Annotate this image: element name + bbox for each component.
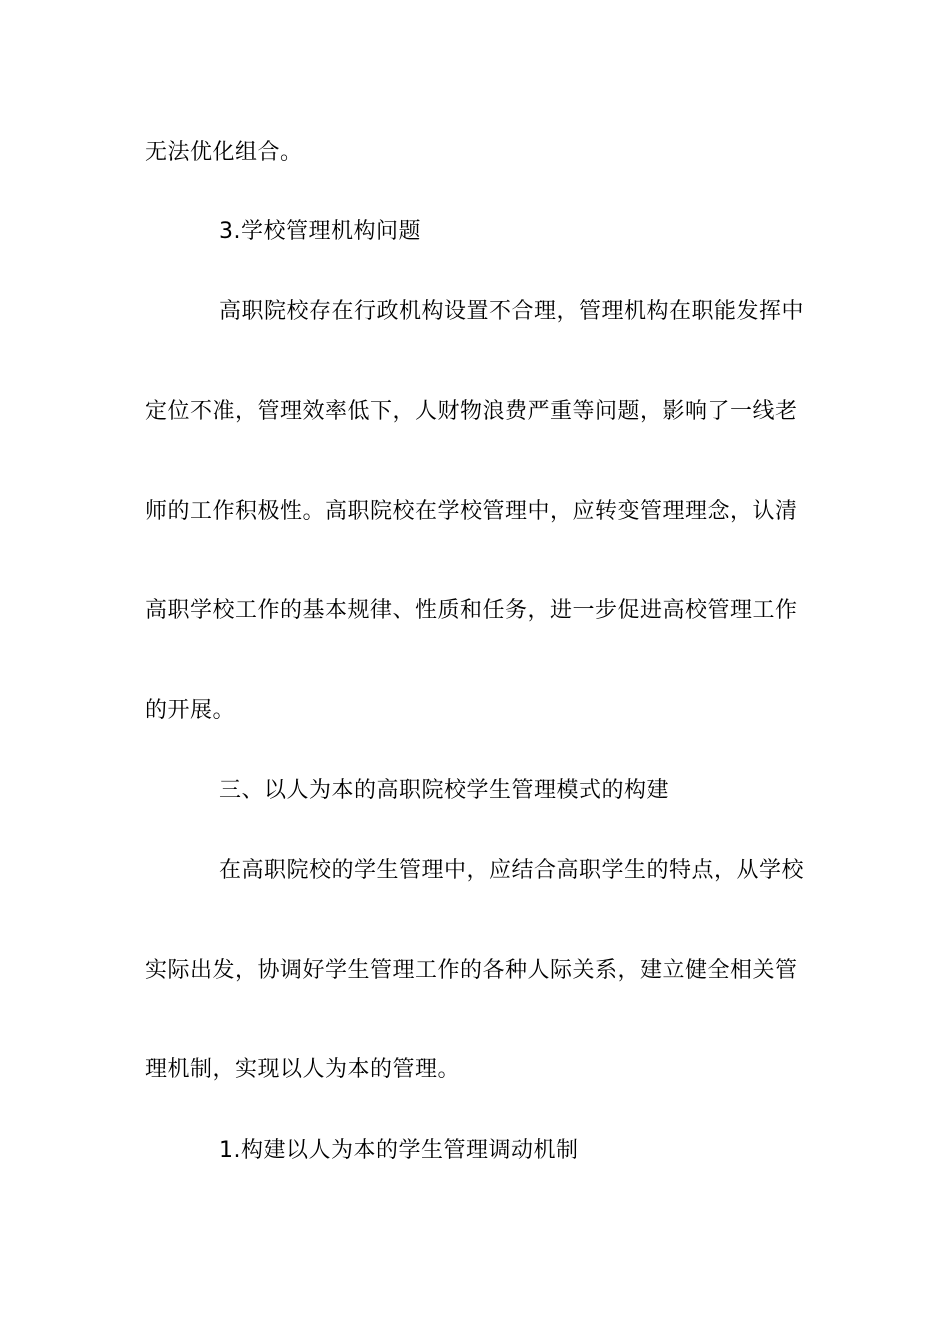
- subheading-school-management: 3.学校管理机构问题: [219, 219, 421, 244]
- text-line-7: 的开展。: [145, 698, 236, 723]
- text-line-6: 高职学校工作的基本规律、性质和任务，进一步促进高校管理工作: [145, 598, 798, 623]
- text-line-10: 实际出发，协调好学生管理工作的各种人际关系，建立健全相关管: [145, 958, 798, 983]
- text-line-9: 在高职院校的学生管理中，应结合高职学生的特点，从学校: [219, 858, 805, 883]
- text-line-4: 定位不准，管理效率低下，人财物浪费严重等问题，影响了一线老: [145, 399, 798, 424]
- text-line-1: 无法优化组合。: [145, 140, 303, 165]
- text-line-11: 理机制，实现以人为本的管理。: [145, 1057, 461, 1082]
- text-line-3: 高职院校存在行政机构设置不合理，管理机构在职能发挥中: [219, 299, 805, 324]
- section-heading-three: 三、以人为本的高职院校学生管理模式的构建: [219, 778, 670, 803]
- subheading-mechanism: 1.构建以人为本的学生管理调动机制: [219, 1138, 579, 1163]
- text-line-5: 师的工作积极性。高职院校在学校管理中，应转变管理理念，认清: [145, 499, 798, 524]
